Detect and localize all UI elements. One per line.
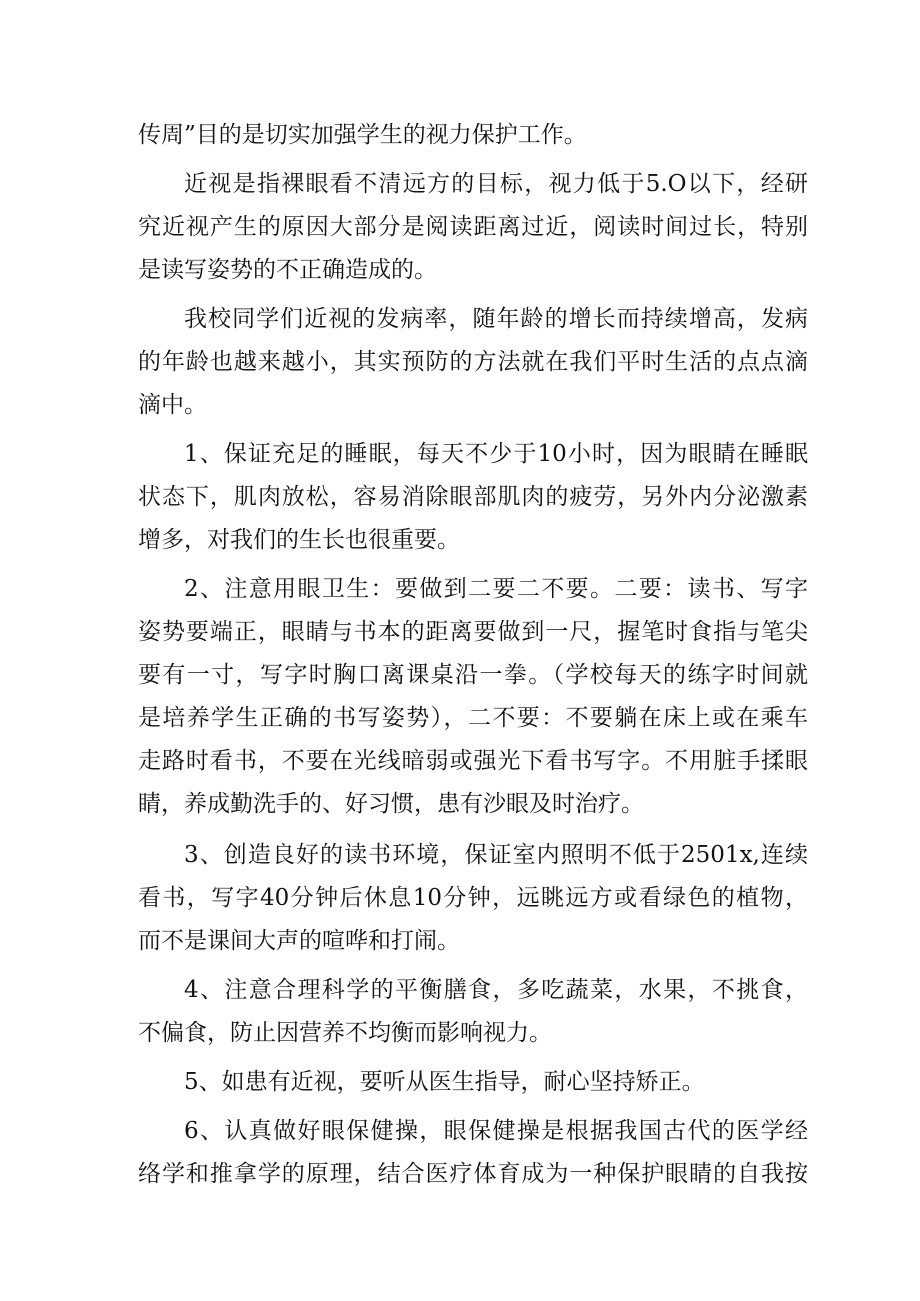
paragraph-line: 络学和推拿学的原理，结合医疗体育成为一种保护眼睛的自我按 [138, 1161, 808, 1187]
paragraph-line: 不偏食，防止因营养不均衡而影响视力。 [138, 1020, 552, 1046]
paragraph-line: 状态下，肌肉放松，容易消除眼部肌肉的疲劳，另外内分泌激素 [138, 484, 808, 510]
paragraph-line: 4、注意合理科学的平衡膳食，多吃蔬菜，水果，不挑食， [184, 977, 808, 1003]
paragraph-line: 而不是课间大声的喧哗和打闹。 [138, 928, 460, 954]
paragraph-line: 滴中。 [138, 392, 207, 418]
paragraph-line: 睛，养成勤洗手的、好习惯，患有沙眼及时治疗。 [138, 791, 644, 817]
paragraph-line: 要有一寸，写字时胸口离课桌沿一拳。（学校每天的练字时间就 [138, 662, 808, 688]
paragraph-line: 是读写姿势的不正确造成的。 [138, 257, 437, 283]
paragraph-line: 3、创造良好的读书环境，保证室内照明不低于2501x,连续 [184, 842, 808, 868]
paragraph-line: 2、注意用眼卫生：要做到二要二不要。二要：读书、写字 [184, 576, 808, 602]
paragraph-line: 传周”目的是切实加强学生的视力保护工作。 [138, 122, 587, 148]
paragraph-line: 近视是指裸眼看不清远方的目标，视力低于5.O以下，经研 [184, 171, 808, 197]
paragraph-line: 姿势要端正，眼睛与书本的距离要做到一尺，握笔时食指与笔尖 [138, 619, 808, 645]
paragraph-line: 是培养学生正确的书写姿势），二不要：不要躺在床上或在乘车 [138, 705, 808, 731]
paragraph-line: 5、如患有近视，要听从医生指导，耐心坚持矫正。 [184, 1069, 705, 1095]
paragraph-line: 的年龄也越来越小，其实预防的方法就在我们平时生活的点点滴 [138, 349, 808, 375]
paragraph-line: 究近视产生的原因大部分是阅读距离过近，阅读时间过长，特别 [138, 214, 808, 240]
paragraph-line: 增多，对我们的生长也很重要。 [138, 527, 460, 553]
paragraph-line: 我校同学们近视的发病率，随年龄的增长而持续增高，发病 [184, 306, 808, 332]
document-body [138, 114, 808, 1196]
paragraph-line: 看书，写字40分钟后休息10分钟，远眺远方或看绿色的植物， [138, 885, 808, 911]
paragraph-line: 1、保证充足的睡眠，每天不少于10小时，因为眼睛在睡眠 [184, 441, 808, 467]
paragraph-line: 6、认真做好眼保健操，眼保健操是根据我国古代的医学经 [184, 1118, 808, 1144]
paragraph-line: 走路时看书，不要在光线暗弱或强光下看书写字。不用脏手揉眼 [138, 748, 808, 774]
